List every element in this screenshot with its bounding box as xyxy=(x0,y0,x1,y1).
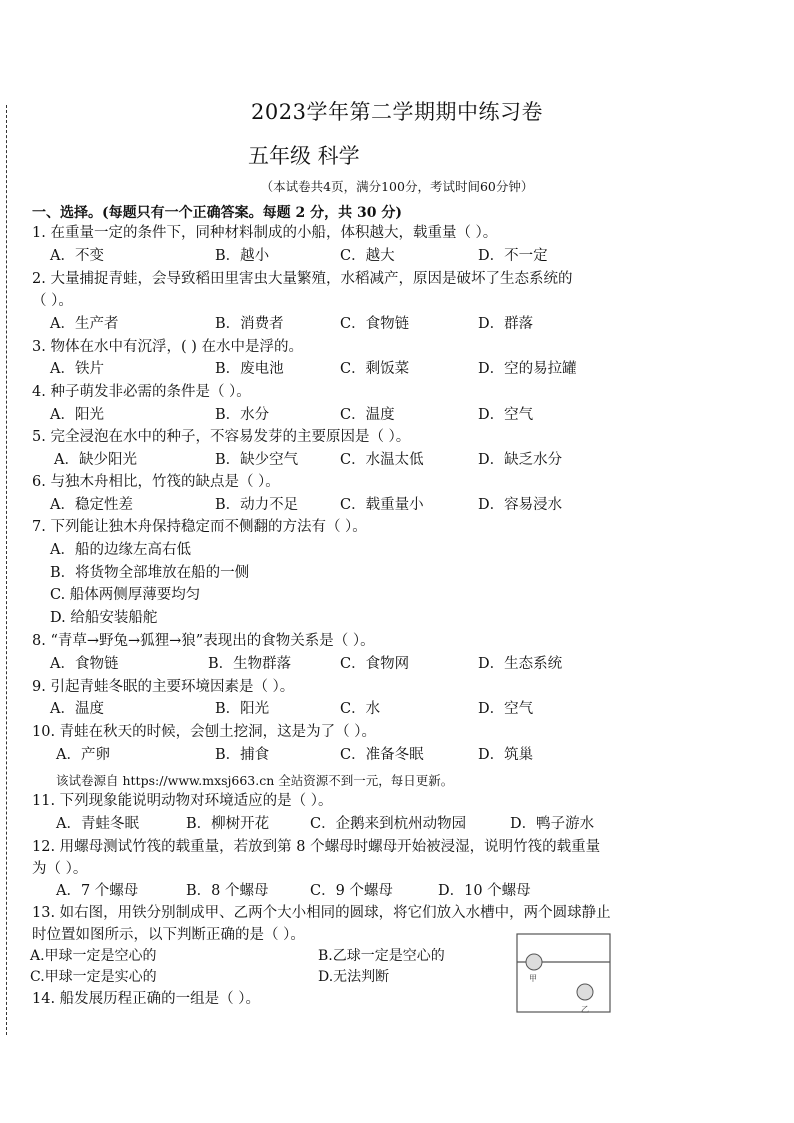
q4-option-b: B．水分 xyxy=(215,407,270,423)
q8-option-b: B．生物群落 xyxy=(208,656,292,672)
question-4-stem: 4. 种子萌发非必需的条件是（ ）。 xyxy=(32,384,251,400)
question-11-stem: 11. 下列现象能说明动物对环境适应的是（ ）。 xyxy=(32,793,333,809)
ball-yi xyxy=(577,984,593,1000)
q13-option-d: D.无法判断 xyxy=(318,969,390,985)
question-1-stem: 1. 在重量一定的条件下，同种材料制成的小船，体积越大，载重量（ ）。 xyxy=(32,225,498,241)
question-2-stem-cont: （ ）。 xyxy=(32,293,73,309)
exam-title: 2023学年第二学期期中练习卷 xyxy=(251,100,543,124)
q10-option-d: D．筑巢 xyxy=(478,747,534,763)
q12-option-b: B．8 个螺母 xyxy=(186,883,269,899)
ball-jia xyxy=(526,954,542,970)
q7-option-d: D. 给船安装船舵 xyxy=(50,610,158,626)
question-2-stem: 2. 大量捕捉青蛙，会导致稻田里害虫大量繁殖，水稻减产，原因是破坏了生态系统的 xyxy=(32,271,573,287)
q12-option-a: A．7 个螺母 xyxy=(56,883,139,899)
question-9-stem: 9. 引起青蛙冬眠的主要环境因素是（ ）。 xyxy=(32,679,295,695)
q3-option-a: A．铁片 xyxy=(50,361,104,377)
q10-option-c: C．准备冬眠 xyxy=(340,747,424,763)
q13-option-b: B.乙球一定是空心的 xyxy=(318,948,445,964)
q7-option-a: A．船的边缘左高右低 xyxy=(50,542,191,558)
q1-option-b: B．越小 xyxy=(215,248,270,264)
q7-option-b: B．将货物全部堆放在船的一侧 xyxy=(50,565,250,581)
q6-option-b: B．动力不足 xyxy=(215,497,299,513)
q2-option-d: D．群落 xyxy=(478,316,534,332)
source-line: 该试卷源自 https://www.mxsj663.cn 全站资源不到一元，每日更新。 xyxy=(56,773,454,788)
q6-option-d: D．容易浸水 xyxy=(478,497,563,513)
q12-option-d: D．10 个螺母 xyxy=(438,883,531,899)
q13-option-c: C.甲球一定是实心的 xyxy=(30,969,157,985)
q13-option-a: A.甲球一定是空心的 xyxy=(30,948,157,964)
q6-option-c: C．载重量小 xyxy=(340,497,424,513)
exam-subtitle: 五年级 科学 xyxy=(248,144,360,168)
q3-option-d: D．空的易拉罐 xyxy=(478,361,577,377)
q3-option-c: C．剩饭菜 xyxy=(340,361,410,377)
q11-option-d: D．鸭子游水 xyxy=(510,816,595,832)
q5-option-a: A．缺少阳光 xyxy=(54,452,137,468)
section-heading: 一、选择。(每题只有一个正确答案。每题 2 分，共 30 分) xyxy=(32,205,402,221)
q5-option-b: B．缺少空气 xyxy=(215,452,299,468)
q4-option-d: D．空气 xyxy=(478,407,534,423)
q4-option-a: A．阳光 xyxy=(50,407,104,423)
q7-option-c: C. 船体两侧厚薄要均匀 xyxy=(50,587,201,603)
question-13-stem: 13. 如右图，用铁分别制成甲、乙两个大小相同的圆球，将它们放入水槽中，两个圆球静止 xyxy=(32,905,611,921)
q12-option-c: C．9 个螺母 xyxy=(310,883,393,899)
q8-option-d: D．生态系统 xyxy=(478,656,563,672)
q9-option-d: D．空气 xyxy=(478,701,534,717)
question-8-stem: 8. “青草→野兔→狐狸→狼”表现出的食物关系是（ ）。 xyxy=(32,633,375,649)
q8-option-c: C．食物网 xyxy=(340,656,410,672)
question-13-stem-cont: 时位置如图所示，以下判断正确的是（ ）。 xyxy=(32,927,305,943)
q11-option-c: C．企鹅来到杭州动物园 xyxy=(310,816,467,832)
q9-option-b: B．阳光 xyxy=(215,701,270,717)
question-3-stem: 3. 物体在水中有沉浮，( ) 在水中是浮的。 xyxy=(32,339,303,355)
q11-option-b: B．柳树开花 xyxy=(186,816,270,832)
q11-option-a: A．青蛙冬眠 xyxy=(56,816,139,832)
q5-option-c: C．水温太低 xyxy=(340,452,424,468)
q2-option-c: C．食物链 xyxy=(340,316,410,332)
q10-option-a: A．产卵 xyxy=(56,747,110,763)
q13-tank-figure xyxy=(515,932,615,1017)
q1-option-a: A．不变 xyxy=(50,248,104,264)
question-12-stem: 12. 用螺母测试竹筏的载重量，若放到第 8 个螺母时螺母开始被浸湿，说明竹筏的载重量 xyxy=(32,839,601,855)
q9-option-c: C．水 xyxy=(340,701,381,717)
q2-option-a: A．生产者 xyxy=(50,316,119,332)
label-jia: 甲 xyxy=(529,974,537,983)
exam-note: （本试卷共4页，满分100分，考试时间60分钟） xyxy=(260,179,534,194)
question-5-stem: 5. 完全浸泡在水中的种子，不容易发芽的主要原因是（ ）。 xyxy=(32,429,411,445)
question-7-stem: 7. 下列能让独木舟保持稳定而不侧翻的方法有（ ）。 xyxy=(32,519,367,535)
q10-option-b: B．捕食 xyxy=(215,747,270,763)
question-6-stem: 6. 与独木舟相比，竹筏的缺点是（ ）。 xyxy=(32,474,280,490)
tank-diagram xyxy=(515,932,615,1017)
question-10-stem: 10. 青蛙在秋天的时候，会刨土挖洞，这是为了（ ）。 xyxy=(32,724,377,740)
question-14-stem: 14. 船发展历程正确的一组是（ ）。 xyxy=(32,991,261,1007)
label-yi: 乙 xyxy=(581,1005,589,1014)
q6-option-a: A．稳定性差 xyxy=(50,497,133,513)
q9-option-a: A．温度 xyxy=(50,701,104,717)
q8-option-a: A．食物链 xyxy=(50,656,119,672)
binding-dashed-line xyxy=(6,105,7,1035)
q4-option-c: C．温度 xyxy=(340,407,395,423)
q2-option-b: B．消费者 xyxy=(215,316,284,332)
q1-option-c: C．越大 xyxy=(340,248,395,264)
q3-option-b: B．废电池 xyxy=(215,361,284,377)
q1-option-d: D．不一定 xyxy=(478,248,548,264)
question-12-stem-cont: 为（ ）。 xyxy=(32,861,88,877)
q5-option-d: D．缺乏水分 xyxy=(478,452,563,468)
tank-outline xyxy=(517,934,610,1012)
